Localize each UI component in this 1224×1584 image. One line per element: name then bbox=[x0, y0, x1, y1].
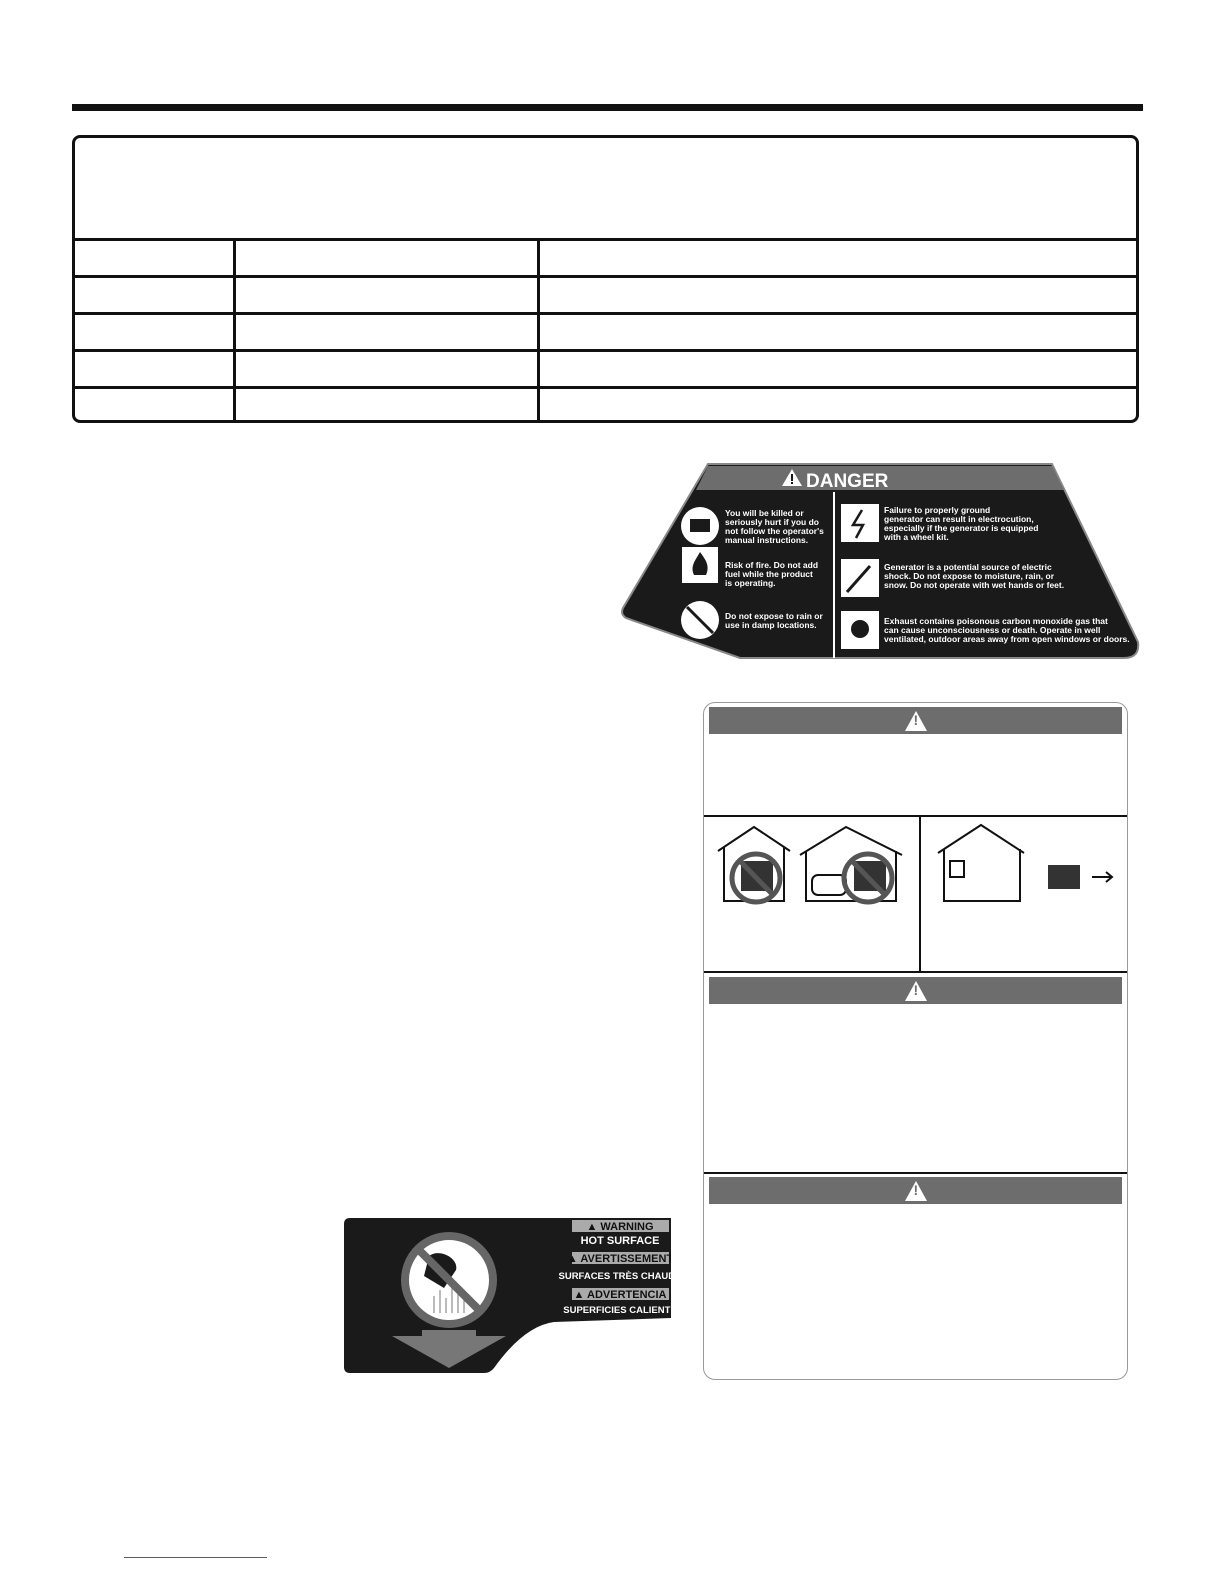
warning-bar bbox=[709, 707, 1122, 734]
outdoor-allowed-illustration bbox=[936, 821, 1121, 911]
hot-fr-header: ▲ AVERTISSEMENT bbox=[566, 1253, 671, 1265]
danger-right-text-1: Failure to properly ground generator can result in electrocution, especially if the generator is equipped with a wheel kit. bbox=[884, 505, 1039, 542]
generator-icon bbox=[1048, 865, 1080, 889]
table-row bbox=[75, 386, 1136, 423]
warning-triangle-icon: ! bbox=[905, 1181, 927, 1201]
no-generator-icon bbox=[844, 854, 892, 902]
danger-right-text-2: Generator is a potential source of electric shock. Do not expose to moisture, rain, or snow. Do not operate with wet hands or feet. bbox=[884, 562, 1065, 590]
table-row bbox=[75, 238, 1136, 275]
hot-es-text: SUPERFICIES CALIENTE bbox=[563, 1305, 671, 1316]
warning-triangle-icon: ! bbox=[905, 711, 927, 731]
warning-bar bbox=[709, 1177, 1122, 1204]
carbon-monoxide-warning-panel bbox=[703, 702, 1128, 1380]
danger-decal bbox=[620, 462, 1140, 660]
danger-left-text-3: Do not expose to rain or use in damp locations. bbox=[725, 611, 823, 630]
danger-header: DANGER bbox=[806, 471, 889, 492]
table-row bbox=[75, 349, 1136, 386]
hot-en-header: ▲ WARNING bbox=[586, 1221, 654, 1233]
danger-right-text-3: Exhaust contains poisonous carbon monoxide gas that can cause unconsciousness or death. Operate in well ventilated, outdoor areas away from open windows or doors. bbox=[884, 616, 1130, 644]
spec-table bbox=[72, 135, 1139, 423]
table-row bbox=[75, 275, 1136, 312]
table-header bbox=[75, 138, 1136, 238]
table-row bbox=[75, 312, 1136, 349]
hot-surface-decal bbox=[344, 1218, 671, 1374]
warning-triangle-icon: ! bbox=[905, 981, 927, 1001]
no-generator-icon bbox=[732, 854, 780, 902]
footer-link-underline[interactable] bbox=[124, 1557, 267, 1558]
hot-es-header: ▲ ADVERTENCIA bbox=[573, 1289, 667, 1301]
hot-fr-text: SURFACES TRÈS CHAUDE bbox=[558, 1271, 671, 1282]
danger-left-text-2: Risk of fire. Do not add fuel while the product is operating. bbox=[725, 560, 819, 588]
hot-en-text: HOT SURFACE bbox=[580, 1235, 660, 1247]
indoor-prohibited-illustration bbox=[716, 821, 911, 911]
top-rule bbox=[72, 104, 1143, 111]
electrocution-icon bbox=[841, 504, 879, 542]
danger-left-text-1: You will be killed or seriously hurt if you do not follow the operator's manual instructions. bbox=[725, 508, 824, 545]
warning-bar bbox=[709, 977, 1122, 1004]
